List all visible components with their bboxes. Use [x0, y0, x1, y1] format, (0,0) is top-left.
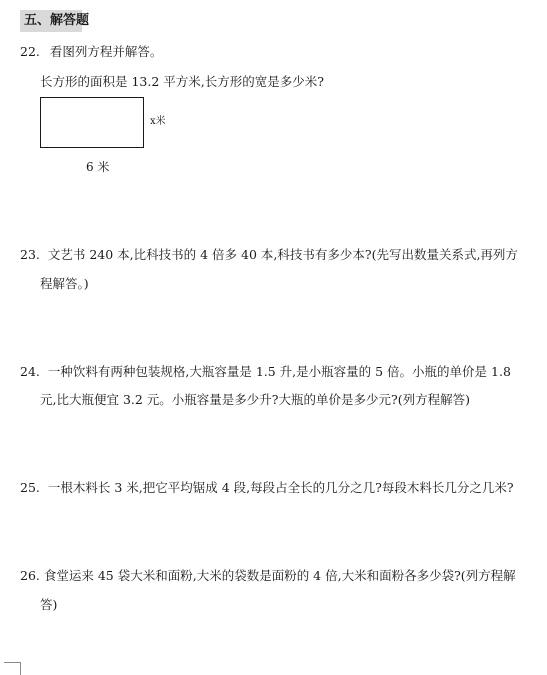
question-number: 25.: [20, 480, 40, 495]
question-number: 22.: [20, 44, 40, 59]
question-stem: 看图列方程并解答。: [49, 44, 163, 59]
section-title: 五、解答题: [20, 10, 82, 32]
page-corner-mark: [4, 662, 21, 675]
question-number: 26.: [20, 568, 40, 583]
question-number: 24.: [20, 364, 40, 379]
question-text-line-1: 文艺书 240 本,比科技书的 4 倍多 40 本,科技书有多少本?(先写出数量关系式,再列方: [47, 247, 518, 262]
rectangle-length-label: 6 米: [86, 160, 110, 174]
question-24: [20, 364, 511, 380]
question-text-line-1: 食堂运来 45 袋大米和面粉,大米的袋数是面粉的 4 倍,大米和面粉各多少袋?(列方程解: [43, 568, 516, 583]
question-22-text: 长方形的面积是 13.2 平方米,长方形的宽是多少米?: [40, 74, 324, 89]
question-26-text-line-2: 答): [40, 597, 58, 612]
question-23: [20, 247, 518, 263]
rectangle-width-label: x米: [150, 116, 166, 127]
question-24-text-line-2: 元,比大瓶便宜 3.2 元。小瓶容量是多少升?大瓶的单价是多少元?(列方程解答): [40, 392, 470, 407]
question-22: [20, 44, 162, 60]
question-text-line-1: 一根木料长 3 米,把它平均锯成 4 段,每段占全长的几分之几?每段木料长几分之几米?: [47, 480, 514, 495]
question-23-text-line-2: 程解答。): [40, 276, 89, 291]
rectangle-diagram: [40, 97, 144, 148]
question-26: [20, 568, 516, 584]
question-25: [20, 480, 514, 496]
question-number: 23.: [20, 247, 40, 262]
question-text-line-1: 一种饮料有两种包装规格,大瓶容量是 1.5 升,是小瓶容量的 5 倍。小瓶的单价是 1.8: [47, 364, 511, 379]
